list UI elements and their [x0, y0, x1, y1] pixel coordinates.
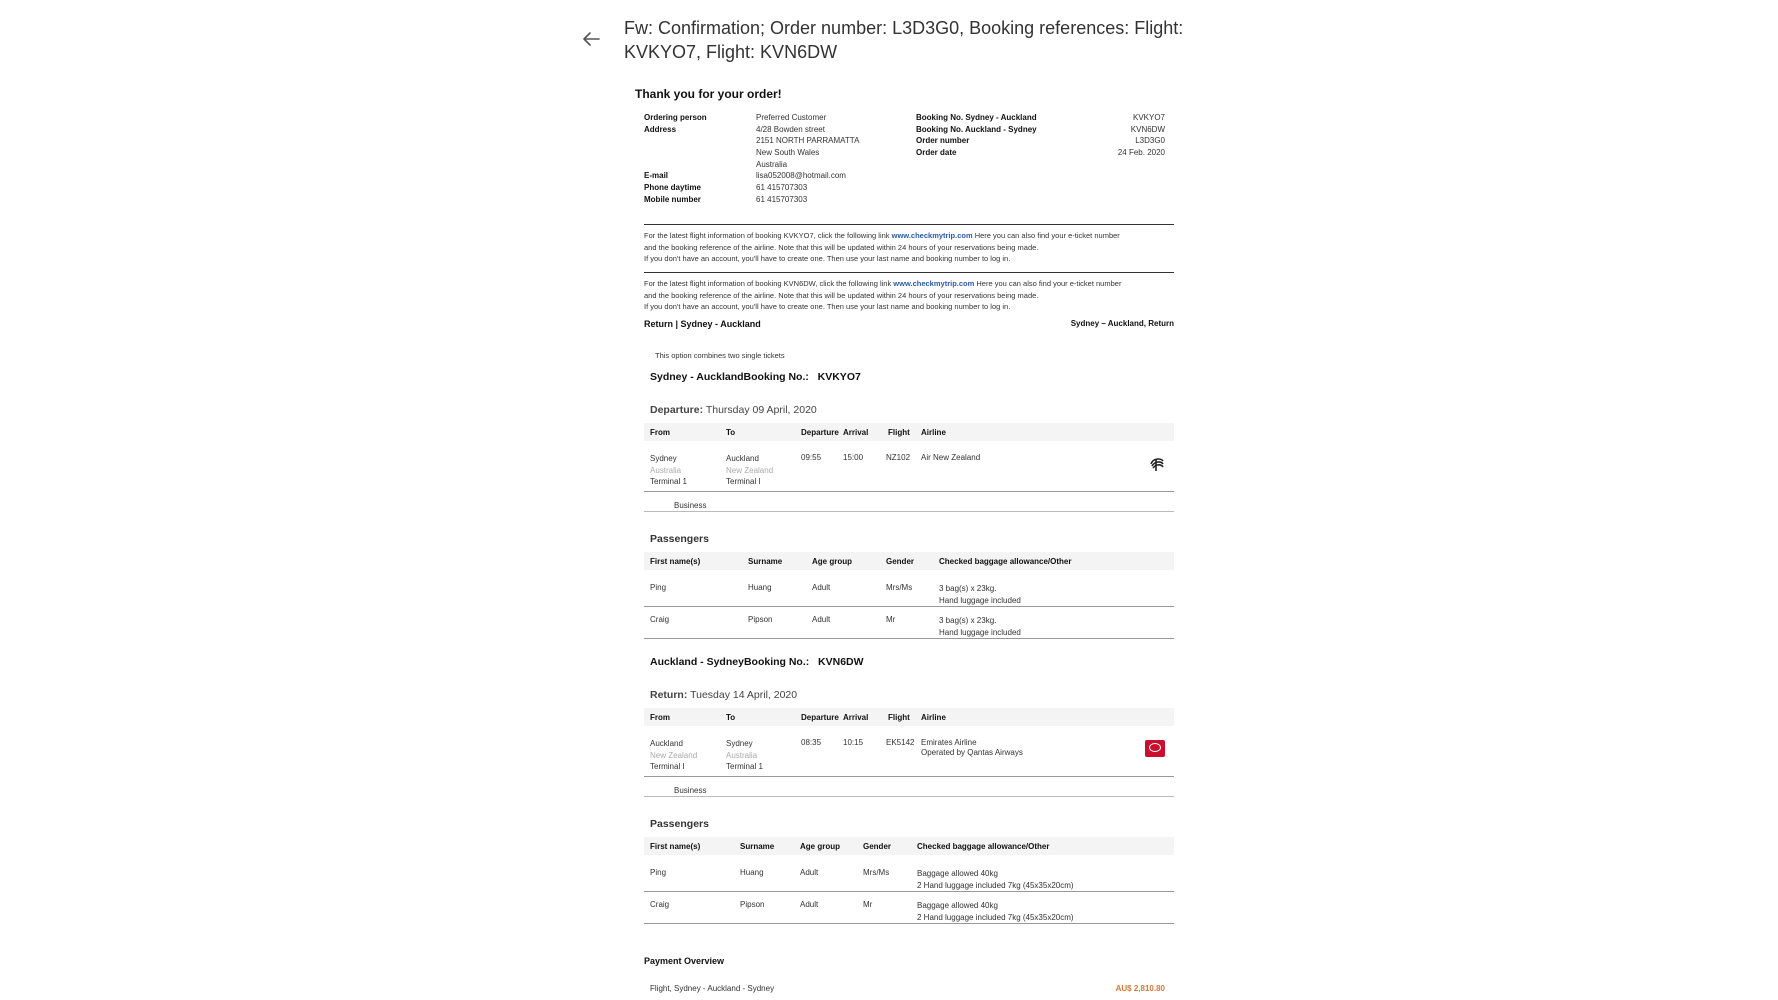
flight-number: EK5142 — [886, 738, 915, 747]
col-flight: Flight — [888, 713, 910, 722]
customer-email[interactable]: lisa052008@hotmail.com — [756, 171, 846, 181]
checkmytrip-link[interactable]: www.checkmytrip.com — [891, 231, 973, 240]
pax-age: Adult — [812, 615, 831, 624]
customer-values — [756, 112, 916, 206]
arrival-time: 15:00 — [843, 453, 864, 462]
segment-1-to — [726, 453, 773, 488]
col-gender: Gender — [886, 557, 915, 566]
pax-surname: Huang — [740, 868, 764, 877]
passengers-heading: Passengers — [650, 533, 709, 545]
divider — [644, 638, 1174, 639]
baggage-line: Baggage allowed 40kg — [917, 901, 998, 910]
emirates-logo-icon — [1145, 740, 1165, 757]
col-first-name: First name(s) — [650, 557, 701, 566]
from-terminal: Terminal I — [650, 762, 685, 771]
segment-1-title — [650, 371, 861, 383]
to-terminal: Terminal 1 — [726, 762, 763, 771]
divider — [644, 891, 1174, 892]
info-paragraph-1 — [644, 230, 1174, 265]
date-label: Departure: — [650, 404, 704, 416]
label-ordering-person: Ordering person — [644, 113, 707, 122]
pax-baggage — [917, 868, 1074, 891]
col-airline: Airline — [921, 428, 946, 437]
baggage-line: Hand luggage included — [939, 595, 1021, 605]
pax-first-name: Craig — [650, 615, 670, 624]
baggage-line: 3 bag(s) x 23kg. — [939, 584, 997, 593]
col-gender: Gender — [863, 842, 892, 851]
divider — [644, 272, 1174, 273]
info-text: and the booking reference of the airline. Note that this will be updated within 24 hours of your reservations being made. — [644, 242, 1039, 252]
pax-surname: Pipson — [748, 615, 773, 624]
pax-first-name: Ping — [650, 868, 667, 877]
info-text: Here you can also find your e-ticket number — [972, 231, 1120, 240]
col-arrival: Arrival — [843, 713, 869, 722]
checkmytrip-link[interactable]: www.checkmytrip.com — [893, 279, 975, 288]
pax-gender: Mrs/Ms — [886, 583, 913, 592]
segment-booking-number: KVKYO7 — [817, 371, 861, 383]
ordering-person: Preferred Customer — [756, 113, 827, 122]
from-country: New Zealand — [650, 750, 698, 760]
label-mobile: Mobile number — [644, 194, 701, 204]
info-paragraph-2 — [644, 278, 1174, 313]
info-text: Here you can also find your e-ticket number — [974, 279, 1122, 288]
baggage-line: Hand luggage included — [939, 627, 1021, 637]
date-value: Tuesday 14 April, 2020 — [690, 689, 798, 701]
segment-2-title — [650, 656, 864, 668]
segment-2-to — [726, 738, 763, 773]
payment-item: Flight, Sydney - Auckland - Sydney — [650, 984, 775, 993]
label-booking-return: Booking No. Auckland - Sydney — [916, 124, 1037, 134]
col-age-group: Age group — [800, 842, 840, 851]
col-to: To — [726, 428, 736, 437]
baggage-line: 3 bag(s) x 23kg. — [939, 616, 997, 625]
col-departure: Departure — [801, 428, 839, 437]
address-line: 2151 NORTH PARRAMATTA — [756, 136, 860, 146]
from-country: Australia — [650, 465, 682, 475]
label-email: E-mail — [644, 171, 669, 181]
date-value: Thursday 09 April, 2020 — [705, 404, 817, 416]
divider — [644, 796, 1174, 797]
label-booking-outbound: Booking No. Sydney - Auckland — [916, 113, 1037, 122]
cabin-class: Business — [674, 786, 707, 795]
to-city: Auckland — [726, 454, 759, 463]
pax-baggage — [939, 583, 1021, 606]
air-new-zealand-logo-icon — [1148, 455, 1166, 473]
payment-amount: AU$ 2,810.80 — [1115, 984, 1165, 993]
info-text: and the booking reference of the airline. Note that this will be updated within 24 hours of your reservations being made. — [644, 290, 1039, 300]
segment-2-from — [650, 738, 697, 773]
col-surname: Surname — [740, 842, 775, 851]
operated-by: Operated by Qantas Airways — [921, 748, 1023, 757]
segment-title-text: Sydney - AucklandBooking No.: — [650, 371, 809, 383]
trip-type-right: Sydney – Auckland, Return — [1070, 319, 1174, 328]
col-surname: Surname — [748, 557, 783, 566]
col-first-name: First name(s) — [650, 842, 701, 851]
col-to: To — [726, 713, 736, 722]
label-address: Address — [644, 124, 677, 134]
baggage-line: 2 Hand luggage included 7kg (45x35x20cm) — [917, 912, 1074, 922]
col-departure: Departure — [801, 713, 839, 722]
from-city: Auckland — [650, 739, 683, 748]
address-line: Australia — [756, 159, 788, 169]
label-order-number: Order number — [916, 136, 970, 146]
from-city: Sydney — [650, 454, 677, 463]
thank-you-heading: Thank you for your order! — [635, 87, 782, 101]
date-label: Return: — [650, 689, 688, 701]
pax-age: Adult — [812, 583, 831, 592]
customer-mobile: 61 415707303 — [756, 194, 808, 204]
to-country: Australia — [726, 750, 758, 760]
col-flight: Flight — [888, 428, 910, 437]
segment-title-text: Auckland - SydneyBooking No.: — [650, 656, 810, 668]
divider — [644, 224, 1174, 225]
segment-1-from — [650, 453, 687, 488]
baggage-line: Baggage allowed 40kg — [917, 869, 998, 878]
address-line: 4/28 Bowden street — [756, 124, 825, 134]
booking-outbound: KVKYO7 — [1132, 113, 1165, 122]
segment-booking-number: KVN6DW — [818, 656, 864, 668]
payment-heading: Payment Overview — [644, 956, 725, 966]
cabin-class: Business — [674, 501, 707, 510]
col-arrival: Arrival — [843, 428, 869, 437]
pax-first-name: Ping — [650, 583, 667, 592]
segment-2-date — [650, 689, 797, 701]
from-terminal: Terminal 1 — [650, 477, 687, 486]
divider — [644, 776, 1174, 777]
airline-name — [921, 738, 1023, 758]
order-number: L3D3G0 — [1135, 136, 1165, 146]
customer-phone: 61 415707303 — [756, 183, 808, 193]
combine-note: This option combines two single tickets — [655, 351, 785, 360]
address-line: New South Wales — [756, 148, 820, 158]
order-values — [1050, 112, 1165, 159]
airline-name-text: Emirates Airline — [921, 738, 977, 747]
col-baggage: Checked baggage allowance/Other — [917, 842, 1050, 851]
departure-time: 09:55 — [801, 453, 822, 462]
trip-type-left: Return | Sydney - Auckland — [644, 319, 761, 329]
segment-1-date — [650, 404, 817, 416]
pax-baggage — [917, 900, 1074, 923]
customer-labels — [644, 112, 744, 206]
baggage-line: 2 Hand luggage included 7kg (45x35x20cm) — [917, 880, 1074, 890]
flight-number: NZ102 — [886, 453, 911, 462]
label-phone: Phone daytime — [644, 183, 701, 193]
divider — [644, 491, 1174, 492]
pax-surname: Huang — [748, 583, 772, 592]
info-text: If you don't have an account, you'll have to create one. Then use your last name and booking number to log in. — [644, 254, 1011, 263]
pax-header-bar — [644, 837, 1174, 855]
departure-time: 08:35 — [801, 738, 822, 747]
arrival-time: 10:15 — [843, 738, 864, 747]
col-baggage: Checked baggage allowance/Other — [939, 557, 1072, 566]
to-terminal: Terminal I — [726, 477, 761, 486]
divider — [644, 511, 1174, 512]
email-body — [620, 70, 1190, 1000]
pax-age: Adult — [800, 900, 819, 909]
to-country: New Zealand — [726, 465, 774, 475]
col-airline: Airline — [921, 713, 946, 722]
to-city: Sydney — [726, 739, 753, 748]
back-arrow-icon[interactable] — [579, 27, 603, 51]
info-text: If you don't have an account, you'll have to create one. Then use your last name and booking number to log in. — [644, 302, 1011, 311]
col-from: From — [650, 428, 670, 437]
info-text: For the latest flight information of booking KVN6DW, click the following link — [644, 279, 894, 288]
pax-baggage — [939, 615, 1021, 638]
info-text: For the latest flight information of booking KVKYO7, click the following link — [644, 231, 892, 240]
pax-gender: Mrs/Ms — [863, 868, 890, 877]
col-age-group: Age group — [812, 557, 852, 566]
passengers-heading: Passengers — [650, 818, 709, 830]
divider — [644, 606, 1174, 607]
label-order-date: Order date — [916, 148, 957, 158]
airline-name: Air New Zealand — [921, 453, 981, 462]
order-date: 24 Feb. 2020 — [1117, 148, 1165, 158]
pax-gender: Mr — [886, 615, 896, 624]
pax-first-name: Craig — [650, 900, 670, 909]
pax-age: Adult — [800, 868, 819, 877]
pax-surname: Pipson — [740, 900, 765, 909]
email-subject: Fw: Confirmation; Order number: L3D3G0, Booking references: Flight: KVKYO7, Flight: KVN6DW — [624, 18, 1184, 62]
col-from: From — [650, 713, 670, 722]
booking-return: KVN6DW — [1130, 124, 1165, 134]
divider — [644, 923, 1174, 924]
pax-gender: Mr — [863, 900, 873, 909]
